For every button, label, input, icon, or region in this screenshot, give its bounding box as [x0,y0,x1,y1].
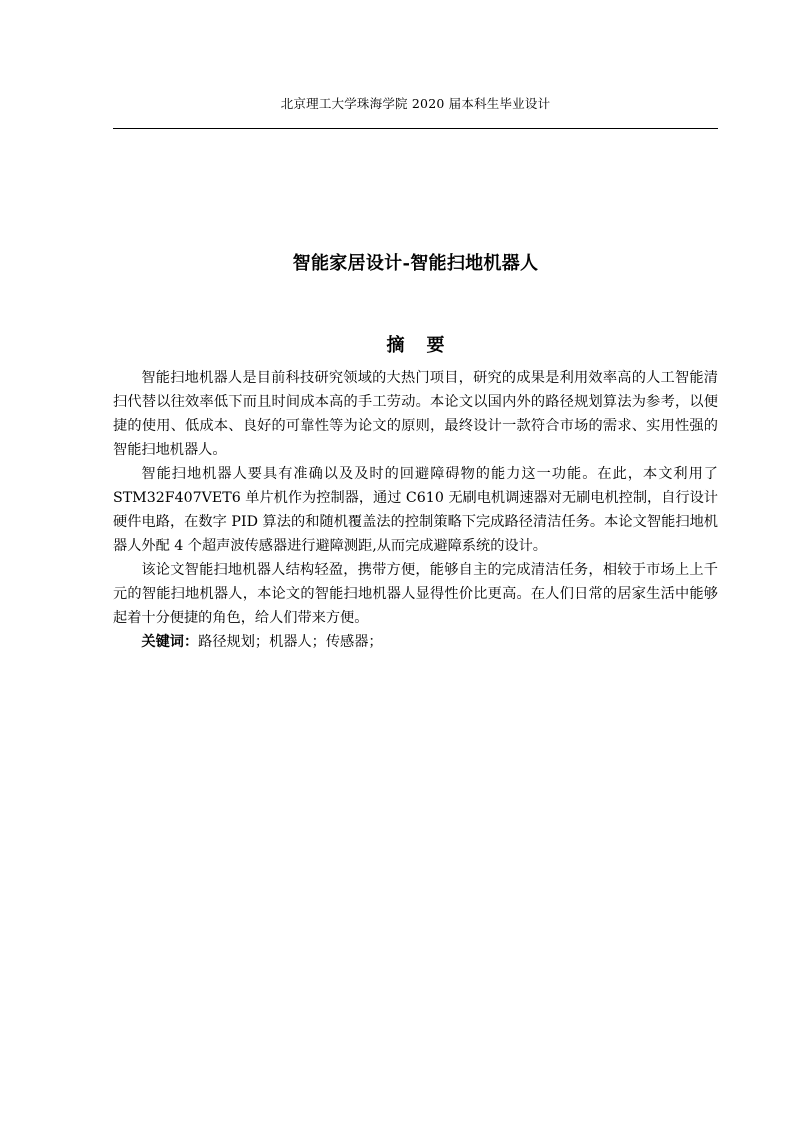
abstract-paragraph-2: 智能扫地机器人要具有准确以及及时的回避障碍物的能力这一功能。在此，本文利用了 STM32F407VET6 单片机作为控制器，通过 C610 无刷电机调速器对无刷电机控制，自行设计硬件电路，在数字 PID 算法的和随机覆盖法的控制策略下完成路径清洁任务。本论文智能扫地机器人外配 4 个超声波传感器进行避障测距,从而完成避障系统的设计。 [113,466,718,554]
abstract-paragraph-3: 该论文智能扫地机器人结构轻盈，携带方便，能够自主的完成清洁任务，相较于市场上上千元的智能扫地机器人，本论文的智能扫地机器人显得性价比更高。在人们日常的居家生活中能够起着十分便捷的角色，给人们带来方便。 [113,562,718,626]
header-rule [113,128,718,129]
page-header: 北京理工大学珠海学院 2020 届本科生毕业设计 [280,96,551,111]
keywords-value: 路径规划；机器人；传感器； [198,634,383,650]
paper-title: 智能家居设计-智能扫地机器人 [292,253,539,274]
abstract-heading: 摘要 [386,335,467,356]
keywords-line [113,630,718,654]
abstract-paragraph-1: 智能扫地机器人是目前科技研究领域的大热门项目，研究的成果是利用效率高的人工智能清扫代替以往效率低下而且时间成本高的手工劳动。本论文以国内外的路径规划算法为参考，以便捷的使用、低成本、良好的可靠性等为论文的原则，最终设计一款符合市场的需求、实用性强的智能扫地机器人。 [113,370,718,458]
abstract-body [113,366,718,654]
keywords-label: 关键词： [141,634,199,650]
